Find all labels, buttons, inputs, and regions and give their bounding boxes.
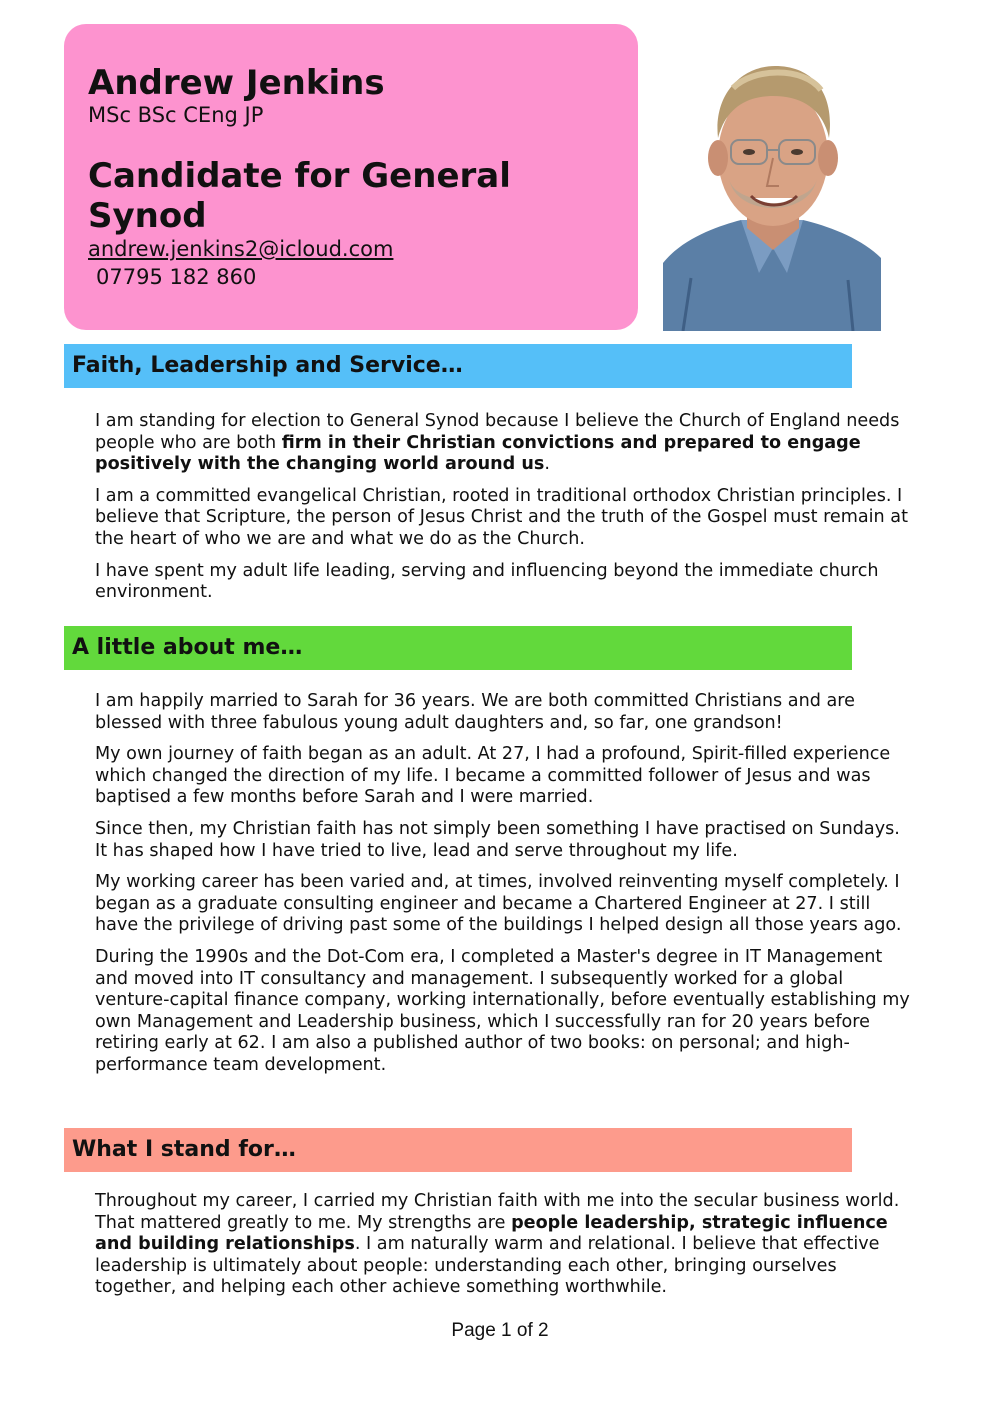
paragraph: I have spent my adult life leading, serving and influencing beyond the immediate church environment. (95, 560, 879, 603)
section-heading-about: A little about me… (64, 626, 852, 670)
paragraph: My working career has been varied and, at times, involved reinventing myself completely. I began as a graduate consulting engineer and became a Chartered Engineer at 27. I still have the privilege of driving past some of the buildings I helped design all those years ago. (95, 872, 902, 936)
paragraph: I am standing for election to General Synod because I believe the Church of England needs people who are both firm in their Christian convictions and prepared to engage positively with the changing world around us. (95, 411, 900, 475)
section-body-about (95, 691, 910, 1087)
paragraph: My own journey of faith began as an adult. At 27, I had a profound, Spirit-filled experience which changed the direction of my life. I became a committed follower of Jesus and was baptised a few months before Sarah and I were married. (95, 744, 891, 808)
section-heading-faith: Faith, Leadership and Service… (64, 344, 852, 388)
paragraph: Since then, my Christian faith has not simply been something I have practised on Sundays. It has shaped how I have tried to live, lead and serve throughout my life. (95, 818, 900, 861)
page-number: Page 1 of 2 (451, 1320, 549, 1341)
paragraph: I am happily married to Sarah for 36 years. We are both committed Christians and are blessed with three fabulous young adult daughters and, so far, one grandson! (95, 691, 855, 733)
candidate-name: Andrew Jenkins (88, 63, 385, 103)
section-heading-stand-for: What I stand for… (64, 1128, 852, 1172)
section-body-stand-for (95, 1191, 910, 1309)
candidacy-title: Candidate for General Synod (88, 156, 511, 236)
qualifications: MSc BSc CEng JP (88, 103, 264, 127)
paragraph: During the 1990s and the Dot-Com era, I completed a Master's degree in IT Management and moved into IT consultancy and management. I subsequently worked for a global venture-capital finance company, working internationally, before eventually establishing my own Management and Leadership business, which I successfully ran for 20 years before retiring early at 62. I am also a published author of two books: on personal; and high-performance team development. (95, 946, 910, 1075)
candidate-photo (663, 48, 881, 331)
phone-number: 07795 182 860 (96, 265, 257, 289)
section-body-faith (95, 411, 910, 614)
paragraph: Throughout my career, I carried my Christian faith with me into the secular business world. That mattered greatly to me. My strengths are people leadership, strategic influence and building relationships. I am naturally warm and relational. I believe that effective leadership is ultimately about people: understanding each other, bringing ourselves together, and helping each other achieve something worthwhile. (95, 1191, 900, 1298)
paragraph: I am a committed evangelical Christian, rooted in traditional orthodox Christian principles. I believe that Scripture, the person of Jesus Christ and the truth of the Gospel must remain at the heart of who we are and what we do as the Church. (95, 485, 908, 549)
header-box (64, 24, 638, 330)
email-link[interactable]: andrew.jenkins2@icloud.com (88, 237, 394, 261)
